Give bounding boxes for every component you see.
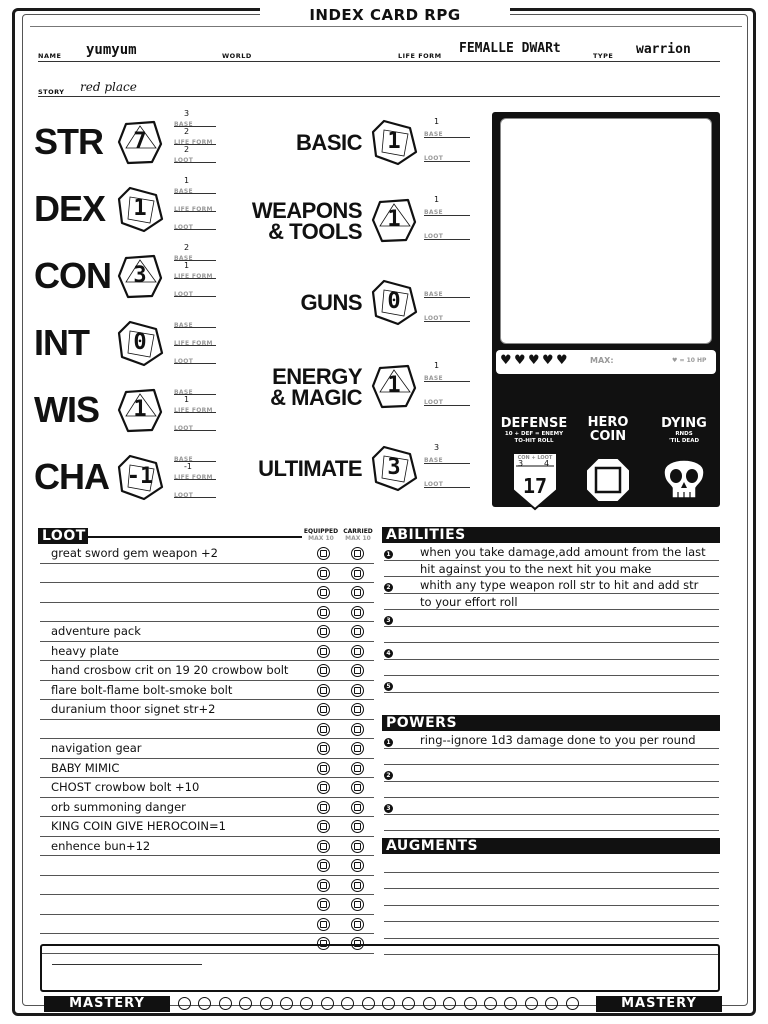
abilities-row[interactable]: [384, 577, 719, 594]
dying-title: DYING: [661, 416, 707, 431]
stat-base-field[interactable]: [174, 447, 216, 462]
stat-life_form-value: 1: [184, 261, 190, 270]
powers-row[interactable]: [384, 749, 719, 766]
hero-coin-title: [580, 416, 636, 444]
abilities-text: when you take damage,add amount from the last: [420, 545, 706, 559]
powers-row[interactable]: [384, 798, 719, 815]
skill-value-4: 3: [387, 455, 401, 480]
loot-title: LOOT: [38, 528, 88, 544]
stat-base-field[interactable]: [174, 243, 216, 262]
equipped-checkbox[interactable]: [317, 664, 330, 677]
skill-name-line: ENERGY: [272, 364, 362, 389]
stat-die-4[interactable]: [116, 386, 164, 434]
stat-life_form-value: 2: [184, 127, 190, 136]
mastery-checkbox[interactable]: [423, 997, 436, 1010]
carried-checkbox[interactable]: [351, 723, 364, 736]
mastery-checkbox[interactable]: [566, 997, 579, 1010]
carried-checkbox[interactable]: [351, 781, 364, 794]
skill-loot-caption: LOOT: [424, 399, 444, 406]
powers-title: POWERS: [382, 715, 720, 731]
defense-value[interactable]: 17: [522, 474, 548, 498]
mastery-checkbox[interactable]: [362, 997, 375, 1010]
abilities-row[interactable]: [384, 561, 719, 578]
type-label: TYPE: [593, 52, 614, 60]
stat-life_form-value: -1: [184, 462, 192, 471]
carried-checkbox[interactable]: [351, 859, 364, 872]
defense-con[interactable]: 3: [518, 459, 524, 468]
hero-coin[interactable]: [584, 456, 632, 504]
skill-die-3[interactable]: [370, 362, 418, 410]
mastery-checkbox[interactable]: [484, 997, 497, 1010]
heart-icon[interactable]: ♥: [500, 353, 512, 368]
hp-note: ♥ = 10 HP: [672, 357, 707, 364]
stat-die-2[interactable]: [116, 252, 164, 300]
skill-name-line: WEAPONS: [251, 198, 362, 223]
equipped-checkbox[interactable]: [317, 606, 330, 619]
mastery-checkbox[interactable]: [525, 997, 538, 1010]
type-value[interactable]: warrion: [636, 42, 691, 57]
dying-sub-2: 'TIL DEAD: [668, 438, 700, 444]
stat-life_form-field[interactable]: [174, 127, 216, 146]
stat-value-1: 1: [133, 196, 147, 221]
stat-life_form-caption: LIFE FORM: [174, 340, 213, 347]
carried-checkbox[interactable]: [351, 606, 364, 619]
powers-number-badge: 3: [384, 804, 393, 813]
loot-item-text: CHOST crowbow bolt +10: [51, 780, 200, 794]
carried-checkbox[interactable]: [351, 879, 364, 892]
stat-base-field[interactable]: [174, 313, 216, 328]
equipped-checkbox[interactable]: [317, 898, 330, 911]
carried-checkbox[interactable]: [351, 684, 364, 697]
name-value[interactable]: yumyum: [86, 42, 137, 58]
stat-name-5: CHA: [34, 456, 109, 497]
skill-mods-1: [424, 195, 470, 246]
stat-loot-caption: LOOT: [174, 291, 194, 298]
stat-loot-field[interactable]: [174, 416, 216, 431]
skill-base-value: 3: [434, 443, 440, 452]
abilities-row[interactable]: [384, 676, 719, 693]
max-hearts-label: MAX:: [590, 356, 614, 365]
dying-sub: RNDS: [675, 431, 693, 437]
carried-checkbox[interactable]: [351, 703, 364, 716]
sheet-title: INDEX CARD RPG: [260, 6, 510, 24]
mastery-checkbox[interactable]: [464, 997, 477, 1010]
skill-mods-0: [424, 117, 470, 168]
carried-checkbox[interactable]: [351, 742, 364, 755]
skill-mods-2: [424, 280, 470, 328]
abilities-number-badge: 4: [384, 649, 393, 658]
abilities-number-badge: 3: [384, 616, 393, 625]
skill-value-0: 1: [387, 129, 401, 154]
stat-life_form-field[interactable]: [174, 261, 216, 280]
skill-base-value: 1: [434, 361, 440, 370]
equipped-checkbox[interactable]: [317, 918, 330, 931]
stat-loot-field[interactable]: [174, 483, 216, 498]
powers-number-badge: 2: [384, 771, 393, 780]
skill-loot-field[interactable]: [424, 388, 470, 406]
life-form-label: LIFE FORM: [398, 52, 442, 60]
carried-checkbox[interactable]: [351, 898, 364, 911]
stat-mods-4: [174, 380, 216, 434]
defense-shield: [510, 450, 560, 512]
loot-item-text: BABY MIMIC: [51, 760, 120, 775]
equipped-checkbox[interactable]: [317, 859, 330, 872]
mastery-checkbox[interactable]: [280, 997, 293, 1010]
life-form-value[interactable]: FEMALLE DWARt: [459, 41, 561, 56]
skill-base-field[interactable]: [424, 117, 470, 138]
heart-icon[interactable]: ♥: [514, 353, 526, 368]
stat-die-0[interactable]: [116, 118, 164, 166]
skill-value-3: 1: [387, 373, 401, 398]
stat-base-field[interactable]: [174, 109, 216, 128]
equipped-checkbox[interactable]: [317, 547, 330, 560]
defense-title: DEFENSE: [500, 416, 568, 431]
stat-base-value: 3: [184, 109, 190, 118]
skill-base-caption: BASE: [424, 209, 443, 216]
stat-loot-caption: LOOT: [174, 358, 194, 365]
powers-row[interactable]: [384, 765, 719, 782]
loot-title-line: [88, 536, 302, 538]
skill-name-line: ULTIMATE: [258, 456, 362, 481]
skill-name-1: [220, 200, 362, 242]
powers-number-badge: 1: [384, 738, 393, 747]
stat-life_form-caption: LIFE FORM: [174, 206, 213, 213]
skill-base-value: 1: [434, 195, 440, 204]
equipped-checkbox[interactable]: [317, 645, 330, 658]
heart-icon[interactable]: ♥: [556, 353, 568, 368]
equipped-max: MAX 10: [308, 535, 334, 542]
loot-row[interactable]: [40, 603, 374, 623]
skill-value-1: 1: [387, 207, 401, 232]
stat-life_form-caption: LIFE FORM: [174, 273, 213, 280]
equipped-checkbox[interactable]: [317, 840, 330, 853]
loot-item-text: enhence bun+12: [51, 838, 151, 853]
notes-line: [52, 964, 202, 965]
carried-checkbox[interactable]: [351, 918, 364, 931]
loot-row[interactable]: [40, 856, 374, 876]
stat-loot-caption: LOOT: [174, 492, 194, 499]
stat-value-5: -1: [126, 464, 154, 489]
carried-checkbox[interactable]: [351, 762, 364, 775]
skill-name-line: & MAGIC: [270, 385, 362, 410]
equipped-checkbox[interactable]: [317, 879, 330, 892]
abilities-row[interactable]: [384, 610, 719, 627]
skill-name-0: [220, 132, 362, 153]
equipped-checkbox[interactable]: [317, 762, 330, 775]
heart-icon[interactable]: ♥: [542, 353, 554, 368]
mastery-left: MASTERY: [44, 996, 170, 1012]
stat-die-3[interactable]: [116, 319, 164, 367]
abilities-number-badge: 2: [384, 583, 393, 592]
abilities-row[interactable]: [384, 660, 719, 677]
equipped-checkbox[interactable]: [317, 723, 330, 736]
stat-life_form-caption: LIFE FORM: [174, 139, 213, 146]
stat-life_form-field[interactable]: [174, 331, 216, 346]
mastery-checkbox[interactable]: [219, 997, 232, 1010]
skill-base-caption: BASE: [424, 291, 443, 298]
abilities-row[interactable]: [384, 594, 719, 611]
powers-row[interactable]: [384, 782, 719, 799]
notes-box[interactable]: [40, 944, 720, 992]
name-label: NAME: [38, 52, 62, 60]
stat-loot-caption: LOOT: [174, 224, 194, 231]
skill-mods-4: [424, 443, 470, 494]
skill-value-2: 0: [387, 289, 401, 314]
abilities-text: to your effort roll: [420, 594, 518, 609]
stat-base-value: 1: [184, 176, 190, 185]
stat-base-caption: BASE: [174, 456, 193, 463]
world-label: WORLD: [222, 52, 252, 60]
skill-die-1[interactable]: [370, 196, 418, 244]
stat-die-5[interactable]: [116, 453, 164, 501]
stat-loot-value: 2: [184, 145, 190, 154]
character-portrait[interactable]: [500, 118, 712, 344]
powers-row[interactable]: [384, 732, 719, 749]
abilities-title: ABILITIES: [382, 527, 720, 543]
skill-die-2[interactable]: [370, 278, 418, 326]
loot-row[interactable]: [40, 661, 374, 681]
abilities-row[interactable]: [384, 643, 719, 660]
loot-row[interactable]: [40, 915, 374, 935]
equipped-checkbox[interactable]: [317, 684, 330, 697]
loot-item-text: flare bolt-flame bolt-smoke bolt: [51, 682, 233, 697]
carried-checkbox[interactable]: [351, 586, 364, 599]
stat-life_form-caption: LIFE FORM: [174, 474, 213, 481]
equipped-checkbox[interactable]: [317, 781, 330, 794]
stat-base-caption: BASE: [174, 322, 193, 329]
loot-item-text: hand crosbow crit on 19 20 crowbow bolt: [51, 663, 289, 677]
loot-item-text: navigation gear: [51, 741, 142, 755]
augment-row[interactable]: [384, 856, 719, 873]
stat-life_form-value: 1: [184, 395, 190, 404]
stat-name-2: CON: [34, 255, 111, 296]
loot-item-text: orb summoning danger: [51, 799, 186, 814]
story-line: [38, 96, 720, 97]
equipped-checkbox[interactable]: [317, 820, 330, 833]
stat-loot-caption: LOOT: [174, 425, 194, 432]
heart-icon[interactable]: ♥: [528, 353, 540, 368]
stat-life_form-field[interactable]: [174, 395, 216, 414]
equipped-checkbox[interactable]: [317, 625, 330, 638]
story-value[interactable]: red place: [80, 80, 137, 94]
loot-row[interactable]: [40, 622, 374, 642]
skill-loot-field[interactable]: [424, 470, 470, 488]
stat-base-caption: BASE: [174, 188, 193, 195]
augment-row[interactable]: [384, 889, 719, 906]
stat-mods-5: [174, 447, 216, 501]
defense-loot[interactable]: 4: [544, 459, 550, 468]
stat-mods-0: [174, 109, 216, 166]
loot-row[interactable]: [40, 681, 374, 701]
loot-row[interactable]: [40, 759, 374, 779]
skill-base-field[interactable]: [424, 195, 470, 216]
skill-base-caption: BASE: [424, 131, 443, 138]
skill-loot-caption: LOOT: [424, 155, 444, 162]
title-rule: [30, 26, 742, 27]
story-label: STORY: [38, 88, 65, 96]
loot-row[interactable]: [40, 700, 374, 720]
stat-base-value: 2: [184, 243, 190, 252]
skill-name-line: BASIC: [296, 130, 362, 155]
stat-life_form-field[interactable]: [174, 462, 216, 481]
loot-row[interactable]: [40, 583, 374, 603]
skill-loot-field[interactable]: [424, 304, 470, 322]
skill-die-4[interactable]: [370, 444, 418, 492]
skill-loot-caption: LOOT: [424, 233, 444, 240]
mastery-checkbox[interactable]: [178, 997, 191, 1010]
stat-base-field[interactable]: [174, 176, 216, 195]
coin-icon: [584, 456, 632, 504]
hero-coin-title-1: HERO: [587, 415, 629, 430]
skill-base-field[interactable]: [424, 280, 470, 298]
stat-loot-field[interactable]: [174, 282, 216, 297]
carried-checkbox[interactable]: [351, 567, 364, 580]
skill-base-value: 1: [434, 117, 440, 126]
carried-max: MAX 10: [345, 535, 371, 542]
stat-life_form-caption: LIFE FORM: [174, 407, 213, 414]
equipped-checkbox[interactable]: [317, 801, 330, 814]
skill-loot-field[interactable]: [424, 144, 470, 162]
skull-icon[interactable]: [658, 448, 710, 508]
loot-item-text: duranium thoor signet str+2: [51, 702, 216, 716]
stat-base-field[interactable]: [174, 380, 216, 395]
stat-loot-field[interactable]: [174, 145, 216, 164]
stat-loot-field[interactable]: [174, 215, 216, 230]
equipped-checkbox[interactable]: [317, 703, 330, 716]
skill-name-line: GUNS: [300, 290, 362, 315]
con-loot-label: CON + LOOT: [517, 455, 553, 461]
mastery-checkbox[interactable]: [260, 997, 273, 1010]
stat-base-caption: BASE: [174, 389, 193, 396]
carried-header: [340, 528, 376, 542]
skill-loot-caption: LOOT: [424, 315, 444, 322]
carried-checkbox[interactable]: [351, 625, 364, 638]
stat-mods-1: [174, 176, 216, 233]
loot-row[interactable]: [40, 817, 374, 837]
mastery-checkbox[interactable]: [382, 997, 395, 1010]
augment-row[interactable]: [384, 873, 719, 890]
skill-loot-field[interactable]: [424, 222, 470, 240]
skill-base-caption: BASE: [424, 375, 443, 382]
loot-row[interactable]: [40, 642, 374, 662]
loot-row[interactable]: [40, 564, 374, 584]
augment-row[interactable]: [384, 906, 719, 923]
loot-row[interactable]: [40, 895, 374, 915]
defense-formula-2: TO-HIT ROLL: [514, 438, 554, 444]
powers-row[interactable]: [384, 815, 719, 832]
stat-value-2: 3: [133, 263, 147, 288]
abilities-text: hit against you to the next hit you make: [420, 561, 652, 576]
stat-value-4: 1: [133, 397, 147, 422]
loot-item-text: great sword gem weapon +2: [51, 546, 218, 560]
powers-text: ring--ignore 1d3 damage done to you per round: [420, 733, 696, 747]
loot-item-text: KING COIN GIVE HEROCOIN=1: [51, 819, 226, 833]
carried-checkbox[interactable]: [351, 801, 364, 814]
carried-checkbox[interactable]: [351, 820, 364, 833]
stat-name-0: STR: [34, 121, 103, 162]
skill-name-2: [220, 292, 362, 313]
skill-name-3: [220, 366, 362, 408]
loot-row[interactable]: [40, 798, 374, 818]
defense-formula: 10 + DEF = ENEMY: [504, 431, 564, 437]
stat-life_form-field[interactable]: [174, 197, 216, 212]
skill-base-field[interactable]: [424, 443, 470, 464]
equipped-checkbox[interactable]: [317, 742, 330, 755]
stat-value-3: 0: [133, 330, 147, 355]
carried-checkbox[interactable]: [351, 664, 364, 677]
mastery-checkbox[interactable]: [321, 997, 334, 1010]
augment-row[interactable]: [384, 922, 719, 939]
header-line: [38, 61, 720, 62]
stat-mods-3: [174, 313, 216, 367]
stat-mods-2: [174, 243, 216, 300]
abilities-number-badge: 1: [384, 550, 393, 559]
loot-row[interactable]: [40, 720, 374, 740]
skill-base-caption: BASE: [424, 457, 443, 464]
equipped-checkbox[interactable]: [317, 567, 330, 580]
carried-checkbox[interactable]: [351, 645, 364, 658]
loot-row[interactable]: [40, 778, 374, 798]
stat-loot-field[interactable]: [174, 349, 216, 364]
augments-title: AUGMENTS: [382, 838, 720, 854]
stat-loot-caption: LOOT: [174, 157, 194, 164]
loot-row[interactable]: [40, 876, 374, 896]
stat-name-3: INT: [34, 322, 89, 363]
equipped-checkbox[interactable]: [317, 586, 330, 599]
stat-base-caption: BASE: [174, 255, 193, 262]
skill-die-0[interactable]: [370, 118, 418, 166]
skill-name-4: [220, 458, 362, 479]
loot-row[interactable]: [40, 544, 374, 564]
abilities-text: whith any type weapon roll str to hit and add str: [420, 578, 699, 592]
loot-item-text: heavy plate: [51, 643, 119, 658]
skill-base-field[interactable]: [424, 361, 470, 382]
hero-coin-title-2: COIN: [589, 429, 627, 444]
skill-mods-3: [424, 361, 470, 412]
skill-name-line: & TOOLS: [268, 219, 362, 244]
loot-item-text: adventure pack: [51, 624, 141, 638]
stat-value-0: 7: [133, 129, 147, 154]
abilities-row[interactable]: [384, 627, 719, 644]
carried-checkbox[interactable]: [351, 840, 364, 853]
equipped-label: EQUIPPED: [303, 528, 339, 535]
skill-loot-caption: LOOT: [424, 481, 444, 488]
stat-die-1[interactable]: [116, 185, 164, 233]
stat-name-4: WIS: [34, 389, 99, 430]
equipped-header: [302, 528, 340, 542]
abilities-number-badge: 5: [384, 682, 393, 691]
loot-row[interactable]: [40, 837, 374, 857]
stat-base-caption: BASE: [174, 121, 193, 128]
abilities-row[interactable]: [384, 544, 719, 561]
stat-name-1: DEX: [34, 188, 106, 229]
mastery-right: MASTERY: [596, 996, 722, 1012]
loot-row[interactable]: [40, 739, 374, 759]
carried-checkbox[interactable]: [351, 547, 364, 560]
carried-label: CARRIED: [343, 528, 373, 535]
